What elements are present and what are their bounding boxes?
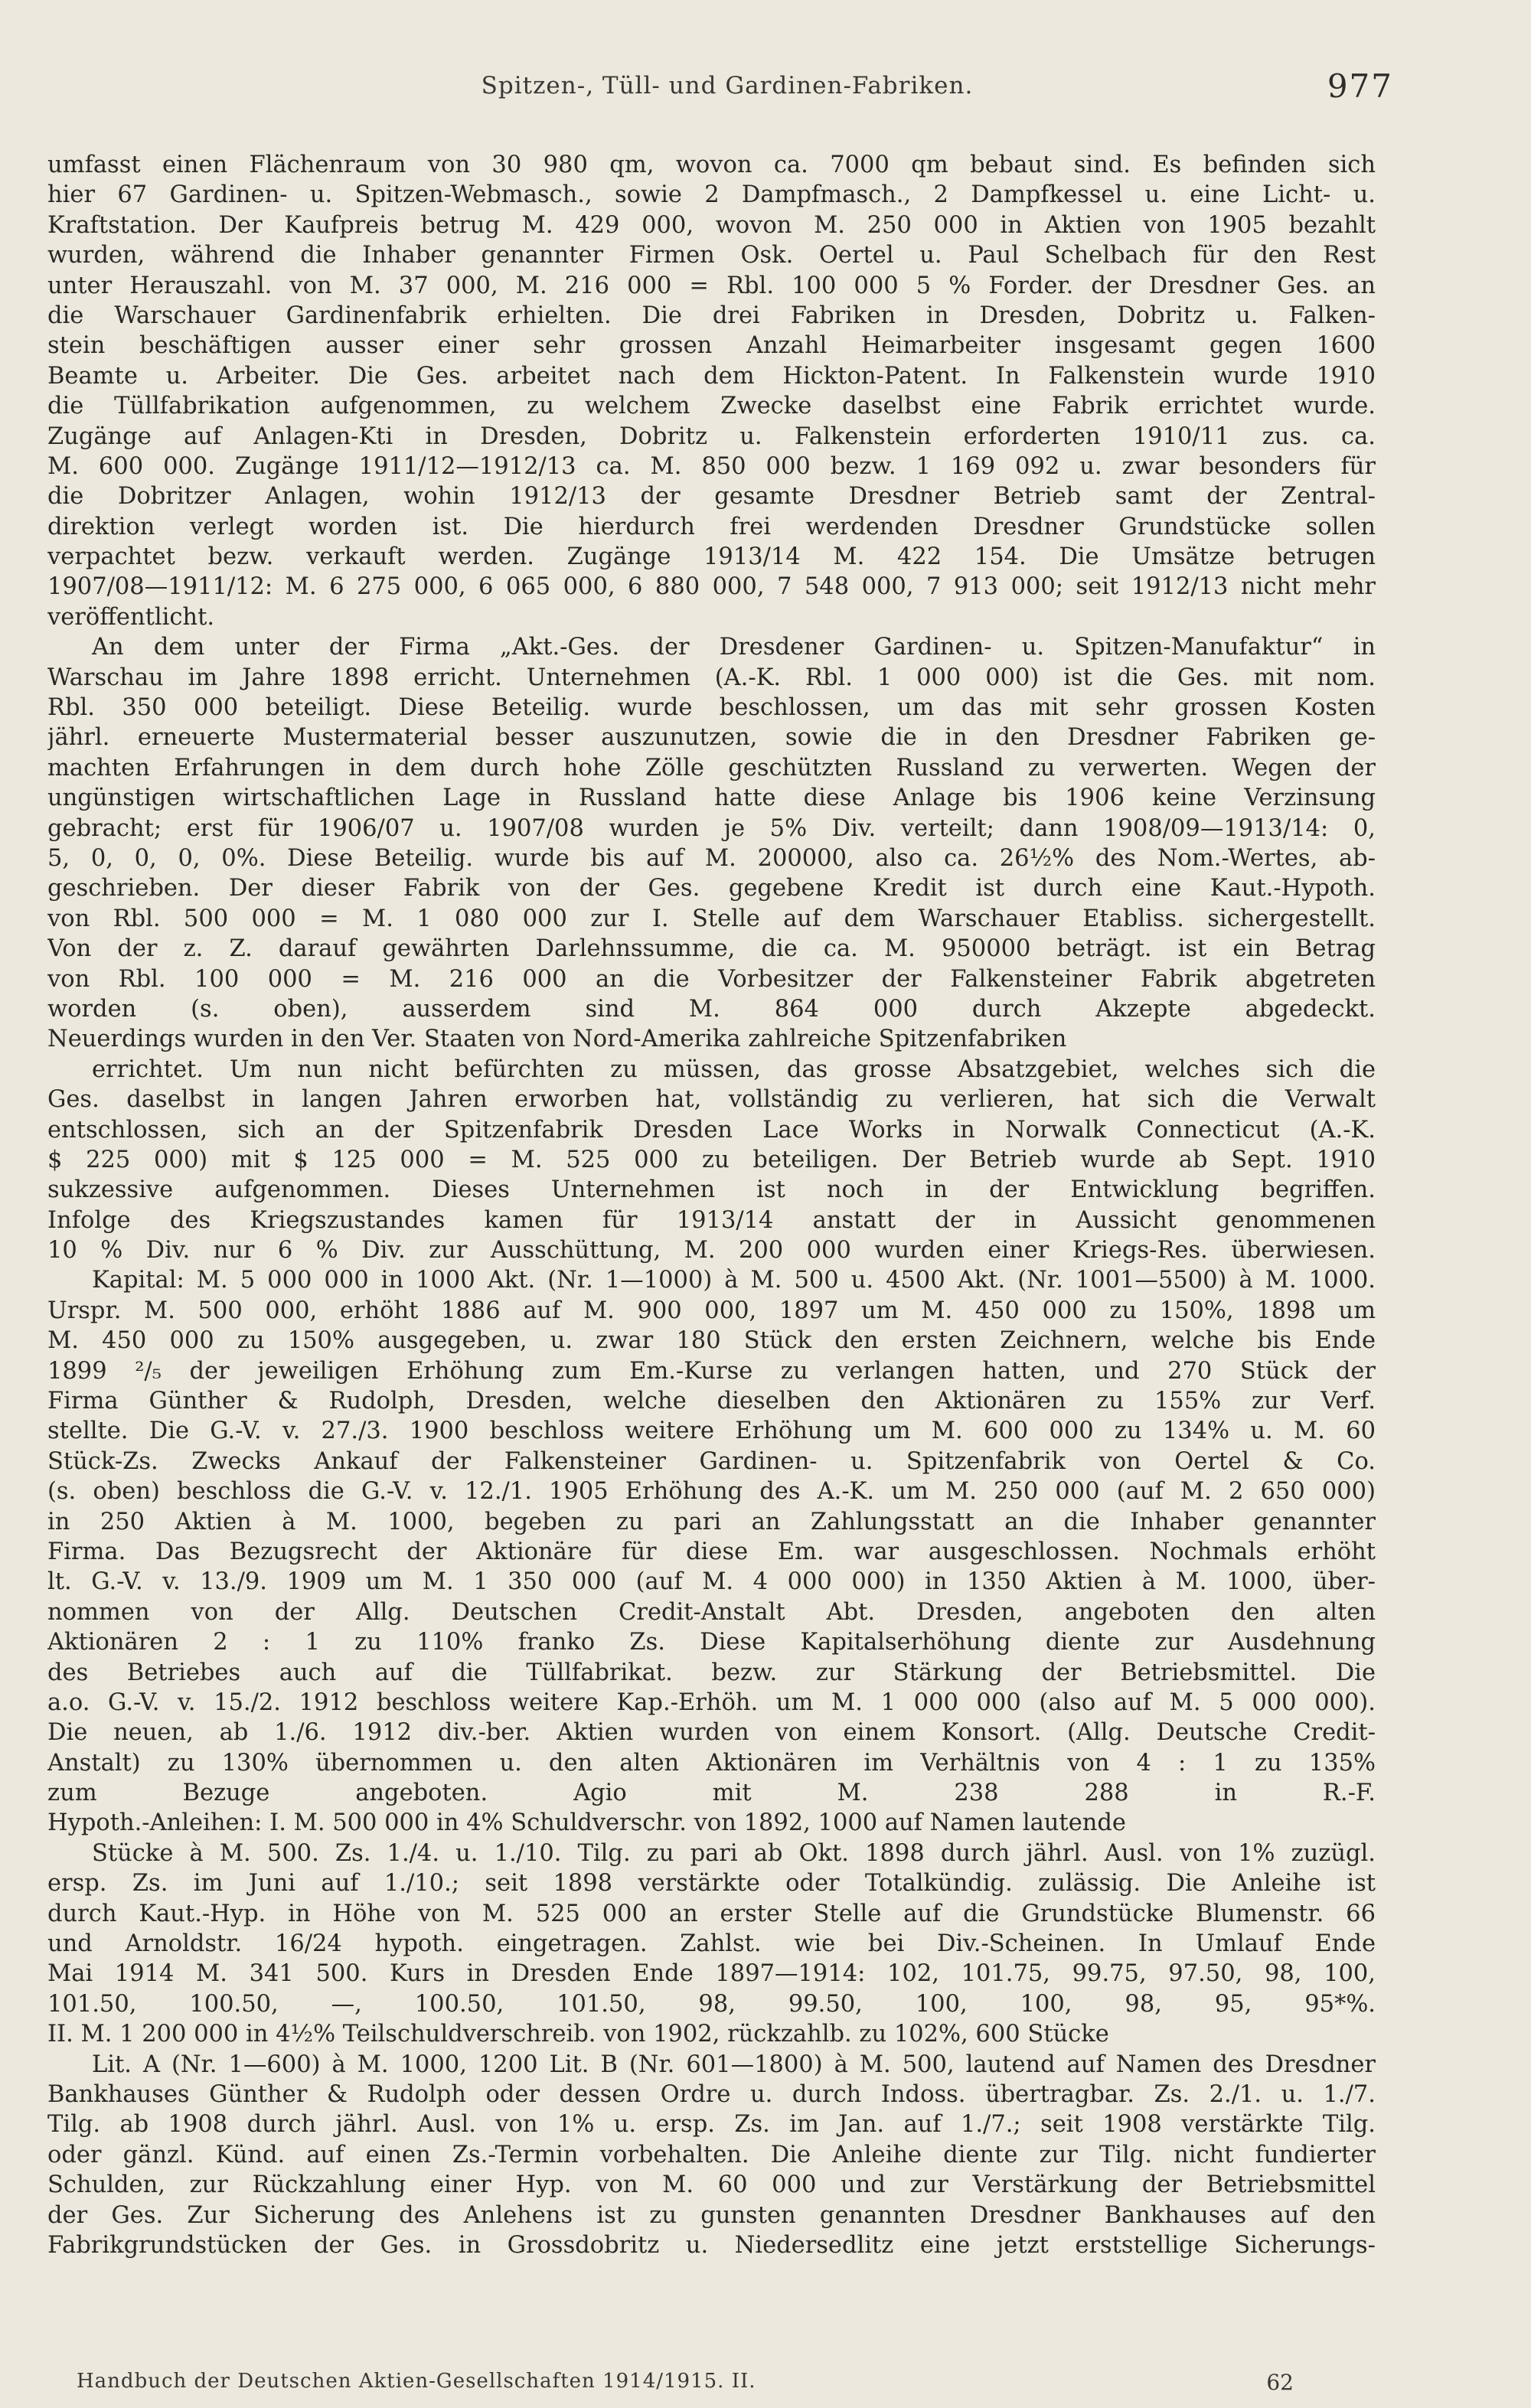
text-line: verpachtet bezw. verkauft werden. Zugänge 1913/14 M. 422 154. Die Umsätze betrugen [47, 543, 1376, 571]
text-line: (s. oben) beschloss die G.-V. v. 12./1. 1905 Erhöhung des A.-K. um M. 250 000 (auf M. 2 650 000) [47, 1478, 1376, 1506]
text-line: Aktionären 2 : 1 zu 110% franko Zs. Diese Kapitalserhöhung diente zur Ausdehnung [47, 1629, 1376, 1656]
footer-publication-title: Handbuch der Deutschen Aktien-Gesellschaften 1914/1915. II. [77, 2370, 756, 2393]
text-line: direktion verlegt worden ist. Die hierdurch frei werdenden Dresdner Grundstücke sollen [47, 513, 1376, 540]
text-line: Stücke à M. 500. Zs. 1./4. u. 1./10. Tilg. zu pari ab Okt. 1898 durch jährl. Ausl. von 1% zuzügl. [92, 1839, 1376, 1867]
text-line: Rbl. 350 000 beteiligt. Diese Beteilig. wurde beschlossen, um das mit sehr grossen Kosten [47, 694, 1376, 722]
text-line: stein beschäftigen ausser einer sehr grossen Anzahl Heimarbeiter insgesamt gegen 1600 [47, 332, 1376, 360]
text-line: des Betriebes auch auf die Tüllfabrikat. bezw. zur Stärkung der Betriebsmittel. Die [47, 1659, 1376, 1686]
text-line: Tilg. ab 1908 durch jährl. Ausl. von 1% u. ersp. Zs. im Jan. auf 1./7.; seit 1908 verstärkte Tilg. [47, 2111, 1376, 2139]
text-line: jährl. erneuerte Mustermaterial besser auszunutzen, sowie die in den Dresdner Fabriken ge- [47, 724, 1376, 752]
text-line: 1907/08—1911/12: M. 6 275 000, 6 065 000, 6 880 000, 7 548 000, 7 913 000; seit 1912/13 nicht mehr [47, 573, 1376, 601]
text-line: Kapital: M. 5 000 000 in 1000 Akt. (Nr. 1—1000) à M. 500 u. 4500 Akt. (Nr. 1001—5500) à M. 1000. [92, 1267, 1376, 1294]
text-line: An dem unter der Firma „Akt.-Ges. der Dresdener Gardinen- u. Spitzen-Manufaktur“ in [92, 634, 1376, 661]
text-line: Beamte u. Arbeiter. Die Ges. arbeitet nach dem Hickton-Patent. In Falkenstein wurde 1910 [47, 362, 1376, 390]
text-line: Von der z. Z. darauf gewährten Darlehnssumme, die ca. M. 950000 beträgt. ist ein Betrag [47, 935, 1376, 963]
text-line: M. 600 000. Zugänge 1911/12—1912/13 ca. M. 850 000 bezw. 1 169 092 u. zwar besonders für [47, 452, 1376, 480]
text-line: Warschau im Jahre 1898 erricht. Unternehmen (A.-K. Rbl. 1 000 000) ist die Ges. mit nom. [47, 664, 1376, 691]
text-line: stellte. Die G.-V. v. 27./3. 1900 beschloss weitere Erhöhung um M. 600 000 zu 134% u. M. 60 [47, 1418, 1376, 1445]
text-line: veröffentlicht. [47, 603, 215, 631]
page-header [61, 67, 1393, 113]
page-number: 977 [1327, 67, 1393, 105]
text-line: gebracht; erst für 1906/07 u. 1907/08 wurden je 5% Div. verteilt; dann 1908/09—1913/14: 0, [47, 814, 1376, 842]
text-line: a.o. G.-V. v. 15./2. 1912 beschloss weitere Kap.-Erhöh. um M. 1 000 000 (also auf M. 5 000 000). [47, 1689, 1376, 1716]
text-line: Die neuen, ab 1./6. 1912 div.-ber. Aktien wurden von einem Konsort. (Allg. Deutsche Credit- [47, 1719, 1376, 1747]
text-line: 1899 ²/₅ der jeweiligen Erhöhung zum Em.-Kurse zu verlangen hatten, und 270 Stück der [47, 1357, 1376, 1385]
text-line: oder gänzl. Künd. auf einen Zs.-Termin vorbehalten. Die Anleihe diente zur Tilg. nicht fundierter [47, 2141, 1376, 2168]
text-line: der Ges. Zur Sicherung des Anlehens ist zu gunsten genannten Dresdner Bankhauses auf den [47, 2201, 1376, 2229]
body-text [47, 150, 1376, 2260]
text-line: umfasst einen Flächenraum von 30 980 qm, wovon ca. 7000 qm bebaut sind. Es befinden sich [47, 152, 1376, 178]
text-line: Lit. A (Nr. 1—600) à M. 1000, 1200 Lit. B (Nr. 601—1800) à M. 500, lautend auf Namen des Dresdner [92, 2051, 1376, 2078]
text-line: 5, 0, 0, 0, 0%. Diese Beteilig. wurde bis auf M. 200000, also ca. 26½% des Nom.-Wertes, ab- [47, 844, 1376, 872]
text-line: ersp. Zs. im Juni auf 1./10.; seit 1898 verstärkte oder Totalkündig. zulässig. Die Anleihe ist [47, 1870, 1376, 1897]
page-footer [77, 2370, 1363, 2400]
text-line: die Tüllfabrikation aufgenommen, zu welchem Zwecke daselbst eine Fabrik errichtet wurde. [47, 393, 1376, 420]
text-line: $ 225 000) mit $ 125 000 = M. 525 000 zu beteiligen. Der Betrieb wurde ab Sept. 1910 [47, 1146, 1376, 1173]
text-line: Ges. daselbst in langen Jahren erworben hat, vollständig zu verlieren, hat sich die Verwalt [47, 1086, 1376, 1114]
text-line: in 250 Aktien à M. 1000, begeben zu pari an Zahlungsstatt an die Inhaber genannter [47, 1508, 1376, 1535]
text-line: Fabrikgrundstücken der Ges. in Grossdobritz u. Niedersedlitz eine jetzt erststellige Sicherungs- [47, 2231, 1376, 2259]
text-line: Urspr. M. 500 000, erhöht 1886 auf M. 900 000, 1897 um M. 450 000 zu 150%, 1898 um [47, 1297, 1376, 1324]
text-line: wurden, während die Inhaber genannter Firmen Osk. Oertel u. Paul Schelbach für den Rest [47, 242, 1376, 269]
footer-signature-number: 62 [1266, 2370, 1294, 2395]
text-line: ungünstigen wirtschaftlichen Lage in Russland hatte diese Anlage bis 1906 keine Verzinsung [47, 785, 1376, 812]
running-title: Spitzen-, Tüll- und Gardinen-Fabriken. [481, 72, 974, 100]
text-line: Stück-Zs. Zwecks Ankauf der Falkensteiner Gardinen- u. Spitzenfabrik von Oertel & Co. [47, 1447, 1376, 1475]
text-line: die Dobritzer Anlagen, wohin 1912/13 der gesamte Dresdner Betrieb samt der Zentral- [47, 483, 1376, 511]
text-line: von Rbl. 100 000 = M. 216 000 an die Vorbesitzer der Falkensteiner Fabrik abgetreten [47, 965, 1376, 993]
text-line: Firma Günther & Rudolph, Dresden, welche dieselben den Aktionären zu 155% zur Verf. [47, 1388, 1376, 1415]
text-line: II. M. 1 200 000 in 4½% Teilschuldverschreib. von 1902, rückzahlb. zu 102%, 600 Stücke [47, 2021, 1109, 2048]
text-line: die Warschauer Gardinenfabrik erhielten. Die drei Fabriken in Dresden, Dobritz u. Falken- [47, 302, 1376, 329]
text-line: worden (s. oben), ausserdem sind M. 864 000 durch Akzepte abgedeckt. [47, 995, 1376, 1023]
text-line: Neuerdings wurden in den Ver. Staaten von Nord-Amerika zahlreiche Spitzenfabriken [47, 1026, 1067, 1053]
text-line: machten Erfahrungen in dem durch hohe Zölle geschützten Russland zu verwerten. Wegen der [47, 754, 1376, 781]
text-line: nommen von der Allg. Deutschen Credit-Anstalt Abt. Dresden, angeboten den alten [47, 1598, 1376, 1626]
text-line: und Arnoldstr. 16/24 hypoth. eingetragen. Zahlst. wie bei Div.-Scheinen. In Umlauf Ende [47, 1930, 1376, 1958]
text-line: Schulden, zur Rückzahlung einer Hyp. von M. 60 000 und zur Verstärkung der Betriebsmittel [47, 2171, 1376, 2199]
text-line: Kraftstation. Der Kaufpreis betrug M. 429 000, wovon M. 250 000 in Aktien von 1905 bezahlt [47, 211, 1376, 239]
text-line: durch Kaut.-Hyp. in Höhe von M. 525 000 an erster Stelle auf die Grundstücke Blumenstr. 66 [47, 1900, 1376, 1927]
text-line: Mai 1914 M. 341 500. Kurs in Dresden Ende 1897—1914: 102, 101.75, 99.75, 97.50, 98, 100, [47, 1960, 1376, 1988]
text-line: hier 67 Gardinen- u. Spitzen-Webmasch., sowie 2 Dampfmasch., 2 Dampfkessel u. eine Licht- u. [47, 181, 1376, 209]
text-line: unter Herauszahl. von M. 37 000, M. 216 000 = Rbl. 100 000 5 % Forder. der Dresdner Ges. an [47, 272, 1376, 299]
text-line: zum Bezuge angeboten. Agio mit M. 238 288 in R.-F. [47, 1780, 1376, 1807]
text-line: errichtet. Um nun nicht befürchten zu müssen, das grosse Absatzgebiet, welches sich die [92, 1056, 1376, 1083]
text-line: Anstalt) zu 130% übernommen u. den alten Aktionären im Verhältnis von 4 : 1 zu 135% [47, 1749, 1376, 1777]
text-line: Hypoth.-Anleihen: I. M. 500 000 in 4% Schuldverschr. von 1892, 1000 auf Namen lautende [47, 1809, 1126, 1837]
text-line: von Rbl. 500 000 = M. 1 080 000 zur I. Stelle auf dem Warschauer Etabliss. sichergestellt. [47, 905, 1376, 932]
text-line: geschrieben. Der dieser Fabrik von der Ges. gegebene Kredit ist durch eine Kaut.-Hypoth. [47, 875, 1376, 902]
text-line: Zugänge auf Anlagen-Kti in Dresden, Dobritz u. Falkenstein erforderten 1910/11 zus. ca. [47, 423, 1376, 450]
text-line: lt. G.-V. v. 13./9. 1909 um M. 1 350 000 (auf M. 4 000 000) in 1350 Aktien à M. 1000, über- [47, 1568, 1376, 1596]
text-line: sukzessive aufgenommen. Dieses Unternehmen ist noch in der Entwicklung begriffen. [47, 1176, 1376, 1204]
text-line: 101.50, 100.50, —, 100.50, 101.50, 98, 99.50, 100, 100, 98, 95, 95*%. [47, 1990, 1376, 2018]
text-line: M. 450 000 zu 150% ausgegeben, u. zwar 180 Stück den ersten Zeichnern, welche bis Ende [47, 1327, 1376, 1355]
text-line: Firma. Das Bezugsrecht der Aktionäre für diese Em. war ausgeschlossen. Nochmals erhöht [47, 1538, 1376, 1565]
text-line: Infolge des Kriegszustandes kamen für 1913/14 anstatt der in Aussicht genommenen [47, 1206, 1376, 1234]
text-line: Bankhauses Günther & Rudolph oder dessen Ordre u. durch Indoss. übertragbar. Zs. 2./1. u. 1./7. [47, 2081, 1376, 2108]
text-line: entschlossen, sich an der Spitzenfabrik Dresden Lace Works in Norwalk Connecticut (A.-K. [47, 1116, 1376, 1144]
text-line: 10 % Div. nur 6 % Div. zur Ausschüttung, M. 200 000 wurden einer Kriegs-Res. überwiesen. [47, 1237, 1376, 1264]
